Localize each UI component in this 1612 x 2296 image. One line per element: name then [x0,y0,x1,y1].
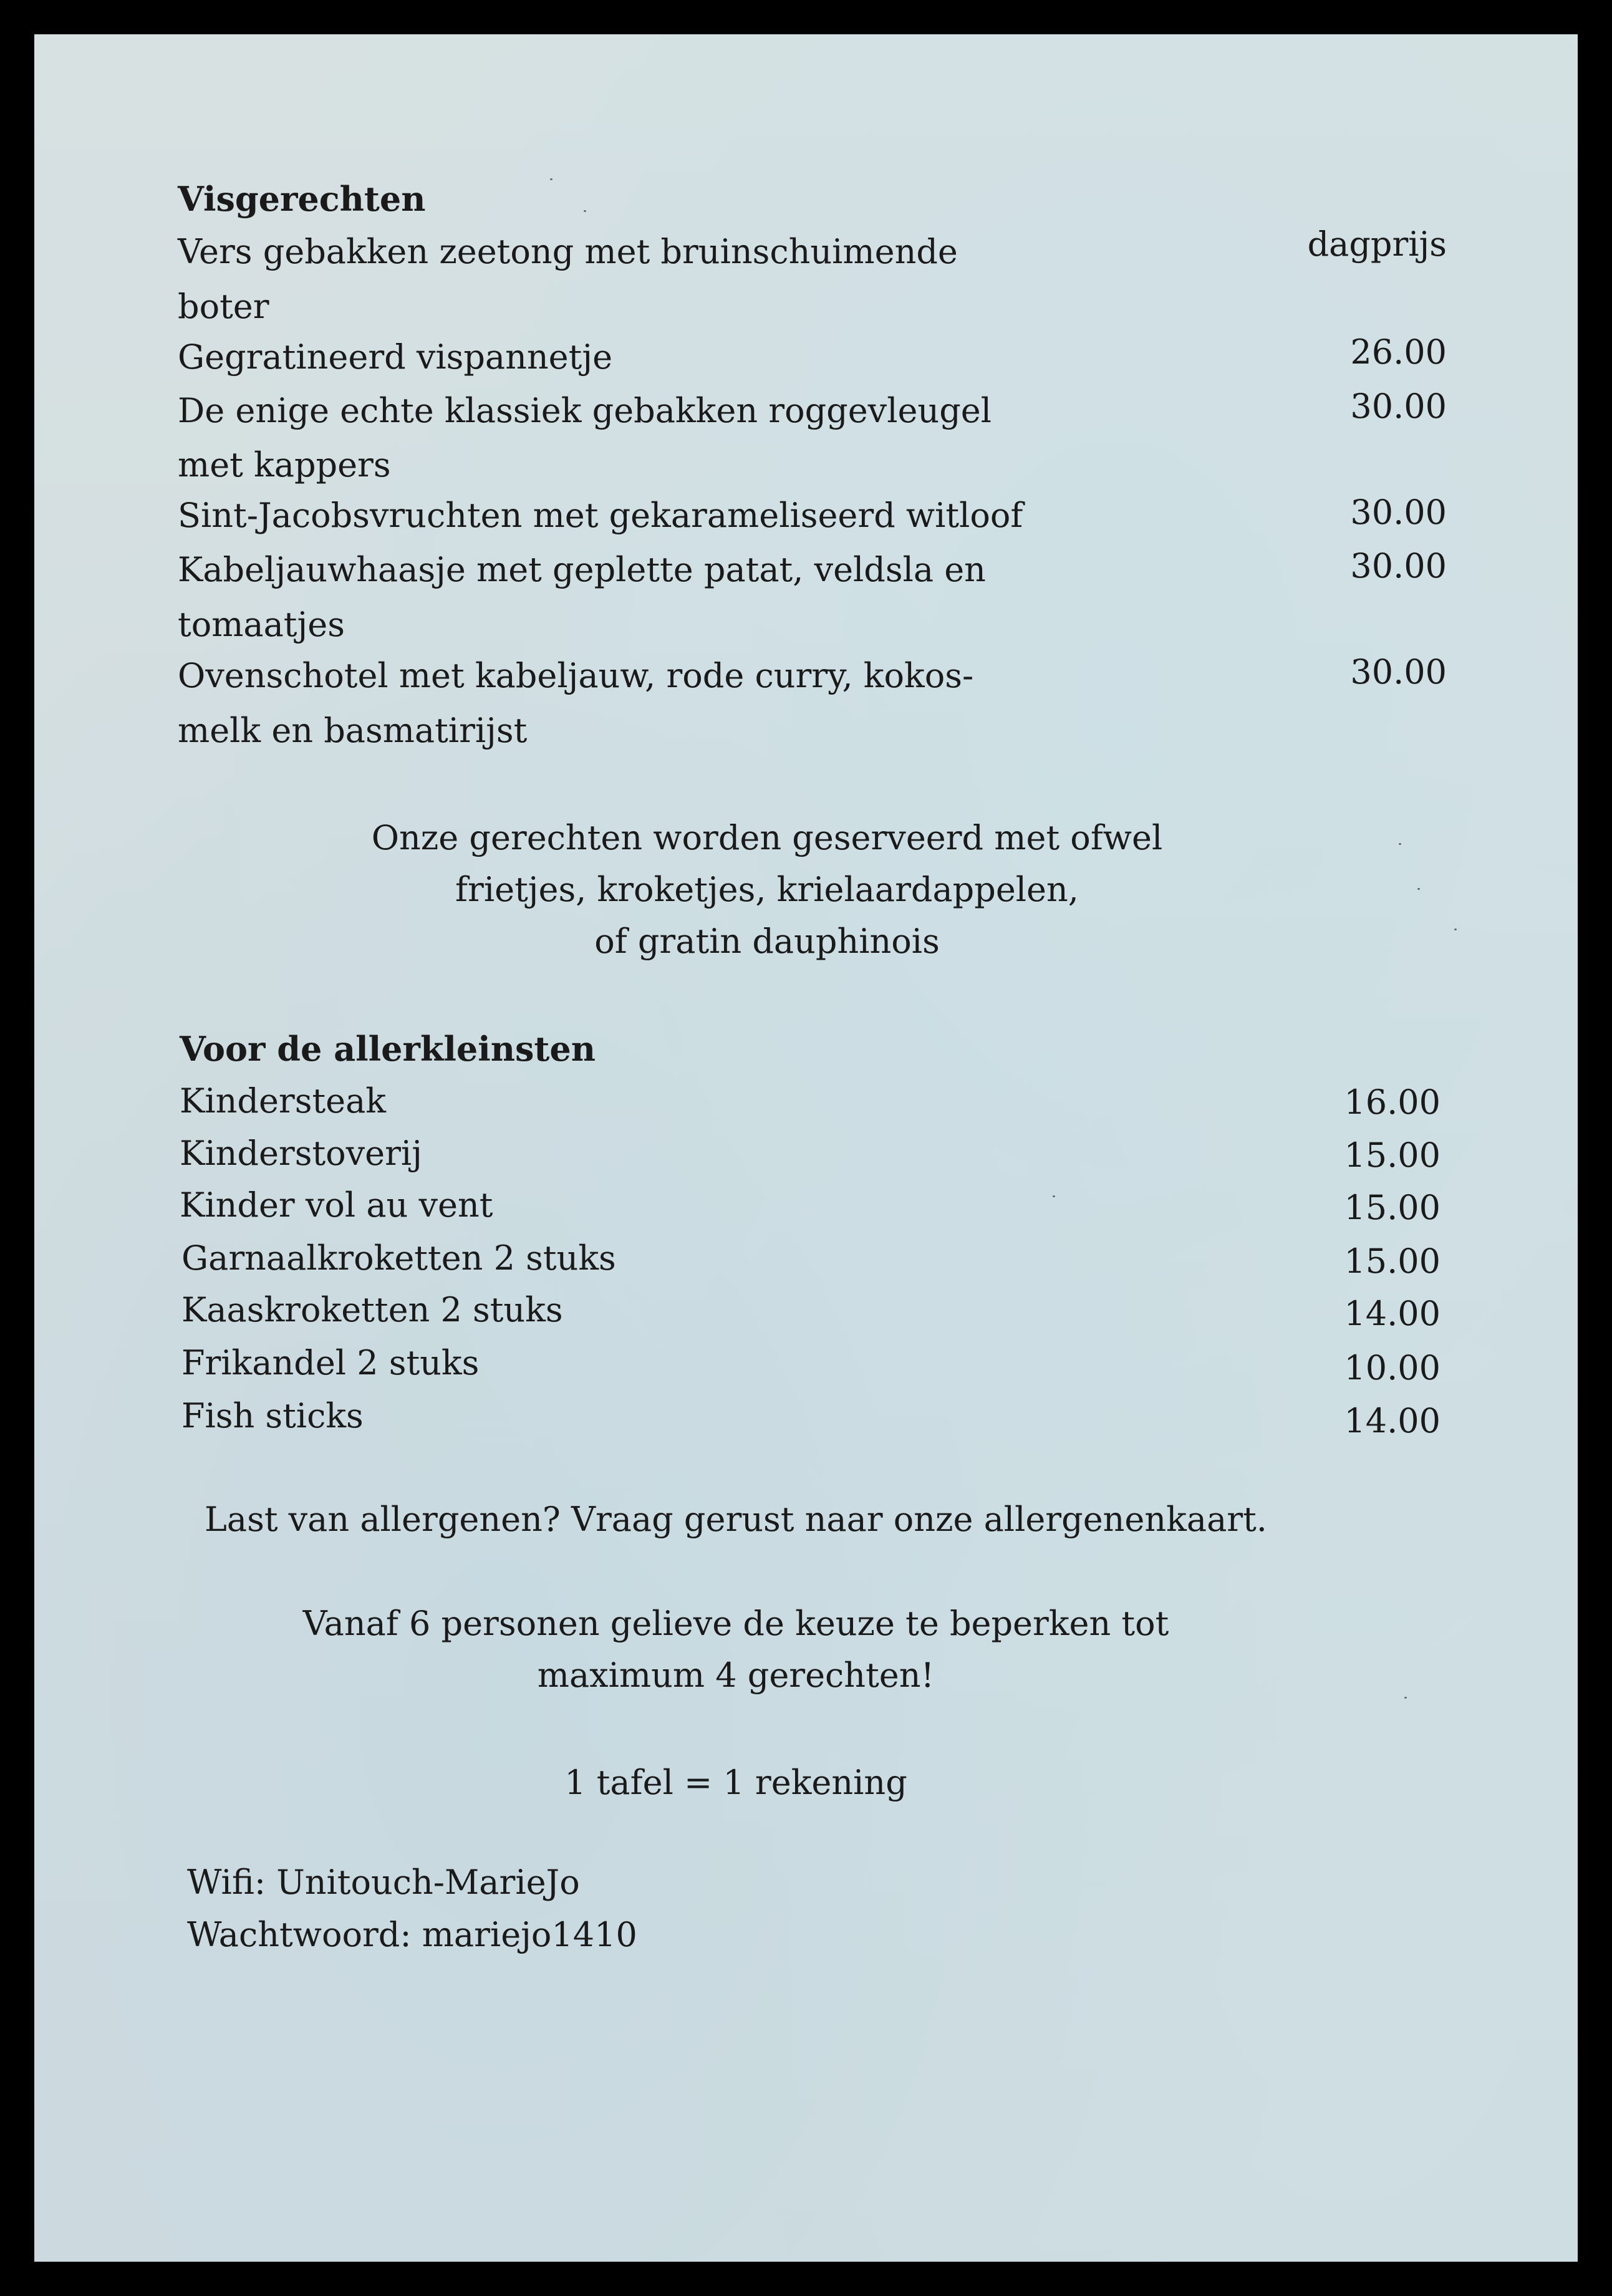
paper-speck [1417,888,1420,890]
menu-item-price: 30.00 [1350,387,1447,426]
menu-item-price: dagprijs [1307,224,1447,264]
paper-speck [584,210,586,212]
group-note-line: maximum 4 gerechten! [537,1656,935,1695]
paper-speck [1399,843,1401,845]
menu-item-name: Kindersteak [180,1081,387,1121]
group-note-line: Vanaf 6 personen gelieve de keuze te beperken tot [302,1604,1169,1643]
paper-speck [1404,1697,1407,1699]
menu-item-price: 30.00 [1350,493,1447,532]
menu-item-price: 26.00 [1350,332,1447,372]
bill-note: 1 tafel = 1 rekening [564,1763,907,1802]
menu-item-name: De enige echte klassiek gebakken roggevleugel [178,391,992,430]
menu-page [34,34,1578,2262]
menu-item-name-cont: boter [178,287,269,326]
menu-item-price: 30.00 [1350,652,1447,692]
paper-speck [1053,1195,1055,1197]
paper-speck [550,178,553,180]
menu-item-name: Kinderstoverij [180,1134,422,1173]
sides-note-line: frietjes, kroketjes, krielaardappelen, [455,870,1079,909]
paper-speck [1454,929,1457,930]
menu-item-price: 15.00 [1344,1242,1441,1281]
menu-item-name: Ovenschotel met kabeljauw, rode curry, kokos- [178,656,974,695]
section-title-fish: Visgerechten [178,179,426,219]
menu-item-price: 15.00 [1344,1188,1441,1227]
menu-item-name: Garnaalkroketten 2 stuks [181,1238,616,1278]
menu-item-name: Frikandel 2 stuks [181,1343,480,1382]
menu-item-name-cont: tomaatjes [178,605,345,644]
menu-item-price: 30.00 [1350,546,1447,586]
menu-item-price: 14.00 [1344,1294,1441,1333]
sides-note-line: Onze gerechten worden geserveerd met ofwel [371,818,1163,857]
menu-item-name: Kabeljauwhaasje met geplette patat, veldsla en [178,550,986,589]
menu-item-name-cont: met kappers [178,445,391,485]
wifi-password: Wachtwoord: mariejo1410 [187,1915,637,1954]
wifi-network: Wifi: Unitouch-MarieJo [187,1863,580,1902]
menu-item-price: 14.00 [1344,1401,1441,1440]
menu-item-name: Fish sticks [181,1396,364,1435]
menu-item-name: Kaaskroketten 2 stuks [181,1290,563,1329]
menu-item-price: 15.00 [1344,1136,1441,1175]
menu-item-name-cont: melk en basmatirijst [178,711,528,750]
menu-item-price: 16.00 [1344,1083,1441,1122]
menu-item-name: Gegratineerd vispannetje [178,337,613,377]
menu-item-name: Kinder vol au vent [180,1185,493,1225]
allergen-note: Last van allergenen? Vraag gerust naar onze allergenenkaart. [205,1500,1267,1539]
section-title-kids: Voor de allerkleinsten [180,1029,596,1069]
sides-note-line: of gratin dauphinois [594,922,940,961]
menu-item-price: 10.00 [1344,1348,1441,1387]
menu-item-name: Vers gebakken zeetong met bruinschuimende [178,232,958,271]
menu-item-name: Sint-Jacobsvruchten met gekarameliseerd witloof [178,496,1023,535]
